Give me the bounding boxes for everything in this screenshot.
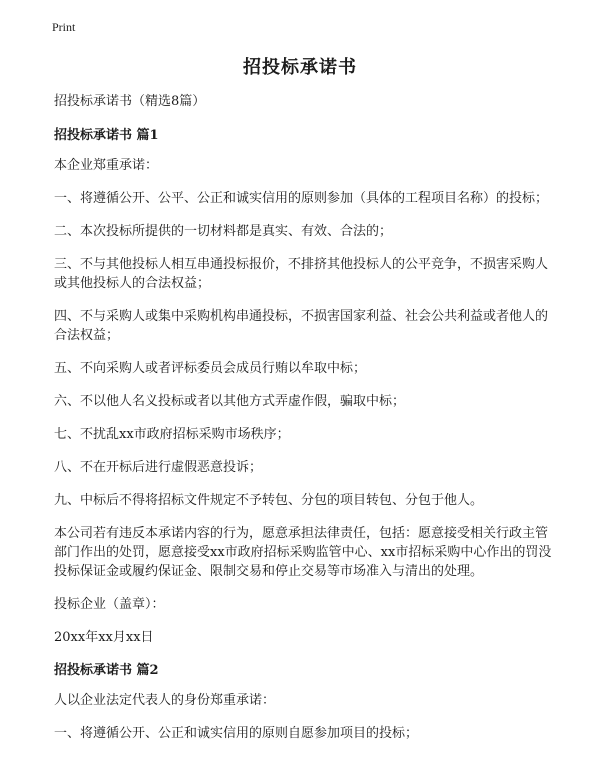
document-subtitle: 招投标承诺书（精选8篇） — [54, 94, 206, 109]
paragraph: 一、将遵循公开、公平、公正和诚实信用的原则参加（具体的工程项目名称）的投标； — [54, 191, 549, 206]
paragraph: 本企业郑重承诺： — [54, 158, 159, 173]
document-title: 招投标承诺书 — [243, 57, 357, 78]
paragraph: 四、不与采购人或集中采购机构串通投标，不损害国家利益、社会公共利益或者他人的合法权益； — [54, 309, 549, 343]
paragraph: 七、不扰乱xx市政府招标采购市场秩序； — [54, 427, 290, 442]
paragraph: 二、本次投标所提供的一切材料都是真实、有效、合法的； — [54, 224, 393, 239]
paragraph: 八、不在开标后进行虚假恶意投诉； — [54, 460, 263, 475]
paragraph: 本公司若有违反本承诺内容的行为，愿意承担法律责任，包括：愿意接受相关行政主管部门作出的处罚，愿意接受xx市政府招标采购监管中心、xx市招标采购中心作出的罚没投标保证金或履约保证金、限制交易和停止交易等市场准入与清出的处理。 — [54, 526, 552, 579]
print-link[interactable]: Print — [52, 20, 76, 34]
paragraph: 三、不与其他投标人相互串通投标报价，不排挤其他投标人的公平竞争，不损害采购人或其他投标人的合法权益； — [54, 257, 549, 291]
paragraph: 人以企业法定代表人的身份郑重承诺： — [54, 693, 276, 708]
paragraph: 五、不向采购人或者评标委员会成员行贿以牟取中标； — [54, 361, 367, 376]
document-body — [54, 92, 554, 757]
signature-label: 投标企业（盖章）： — [54, 597, 165, 612]
paragraph: 九、中标后不得将招标文件规定不予转包、分包的项目转包、分包于他人。 — [54, 493, 484, 508]
date-line: 20xx年xx月xx日 — [54, 630, 154, 645]
section-heading-1: 招投标承诺书 篇1 — [54, 128, 159, 143]
paragraph: 六、不以他人名义投标或者以其他方式弄虚作假，骗取中标； — [54, 394, 406, 409]
paragraph: 一、将遵循公开、公正和诚实信用的原则自愿参加项目的投标； — [54, 726, 419, 741]
section-heading-2: 招投标承诺书 篇2 — [54, 663, 159, 678]
